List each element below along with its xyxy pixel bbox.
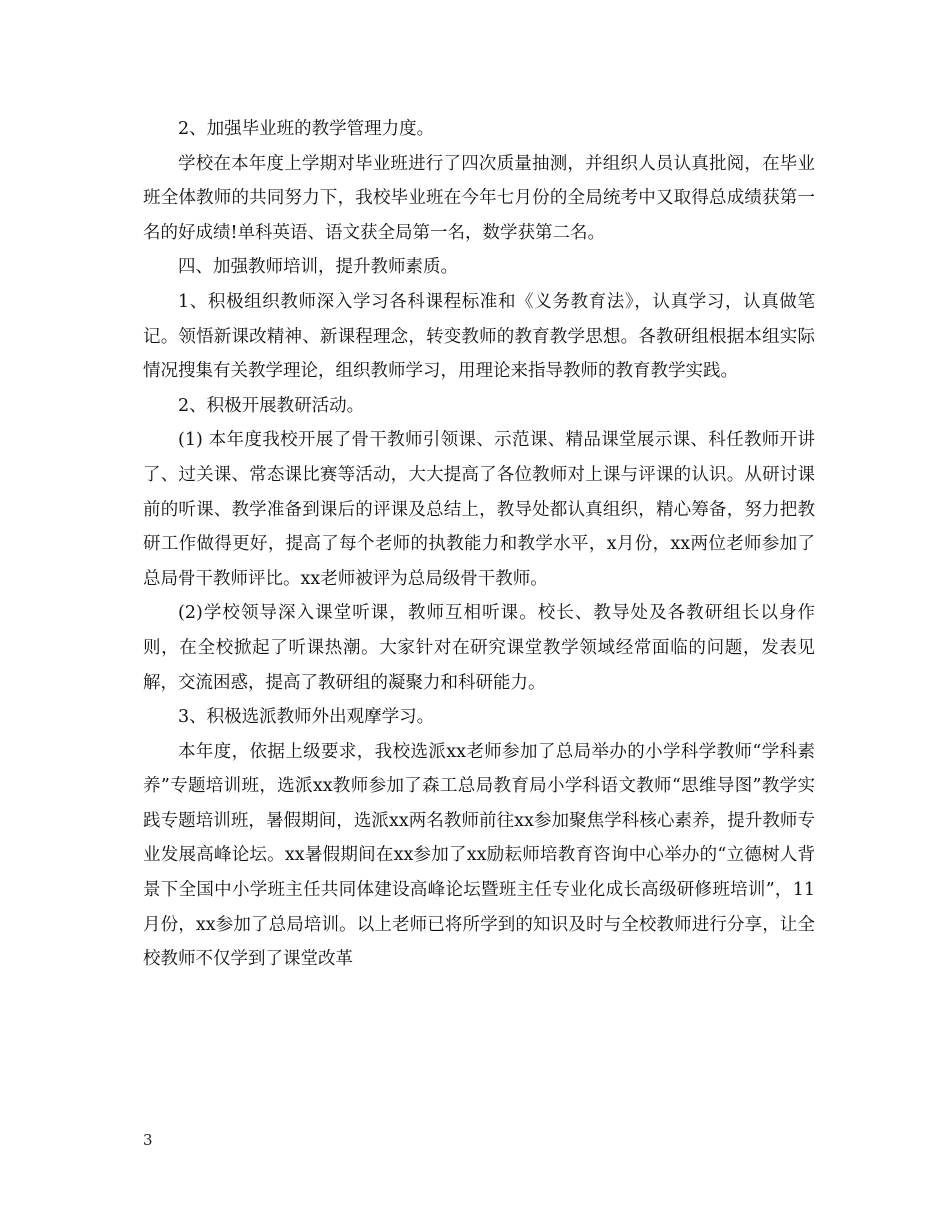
- paragraph-graduating-class-results: 学校在本年度上学期对毕业班进行了四次质量抽测，并组织人员认真批阅，在毕业班全体教师的共同努力下，我校毕业班在今年七月份的全局统考中又取得总成绩获第一名的好成绩!单科英语、语文获全局第一名，数学获第二名。: [143, 153, 815, 243]
- paragraph-section-heading-teacher-training: 四、加强教师培训，提升教师素质。: [178, 257, 458, 278]
- paragraph-curriculum-study: 1、积极组织教师深入学习各科课程标准和《义务教育法》，认真学习，认真做笔记。领悟新课改精神、新课程理念，转变教师的教育教学思想。各教研组根据本组实际情况搜集有关教学理论，组织教师学习，用理论来指导教师的教育教学实践。: [143, 291, 815, 382]
- paragraph-teaching-research-activities: (1) 本年度我校开展了骨干教师引领课、示范课、精品课堂展示课、科任教师开讲了、过关课、常态课比赛等活动，大大提高了各位教师对上课与评课的认识。从研讨课前的听课、教学准备到课后的评课及总结上，教导处都认真组织，精心筹备，努力把教研工作做得更好，提高了每个老师的执教能力和教学水平，x月份，xx两位老师参加了总局骨干教师评比。xx老师被评为总局级骨干教师。: [143, 430, 815, 589]
- paragraph-heading-external-study: 3、积极选派教师外出观摩学习。: [178, 707, 435, 728]
- page-number: 3: [143, 1131, 153, 1149]
- paragraph-heading-graduating-class: 2、加强毕业班的教学管理力度。: [178, 119, 435, 139]
- paragraph-external-training-details: 本年度，依据上级要求，我校选派xx老师参加了总局举办的小学科学教师“学科素养”专题培训班，选派xx教师参加了森工总局教育局小学科语文教师“思维导图”教学实践专题培训班，暑假期间，选派xx两名教师前往xx参加聚焦学科核心素养，提升教师专业发展高峰论坛。xx暑假期间在xx参加了xx励耘师培教育咨询中心举办的“立德树人背景下全国中小学班主任共同体建设高峰论坛暨班主任专业化成长高级研修班培训”，11月份，xx参加了总局培训。以上老师已将所学到的知识及时与全校教师进行分享，让全校教师不仅学到了课堂改革: [143, 741, 815, 970]
- paragraph-classroom-observation: (2)学校领导深入课堂听课，教师互相听课。校长、教导处及各教研组长以身作则，在全校掀起了听课热潮。大家针对在研究课堂教学领域经常面临的问题，发表见解，交流困惑，提高了教研组的凝聚力和科研能力。: [143, 603, 815, 693]
- document-body: [143, 112, 815, 977]
- paragraph-heading-teaching-research: 2、积极开展教研活动。: [178, 395, 365, 416]
